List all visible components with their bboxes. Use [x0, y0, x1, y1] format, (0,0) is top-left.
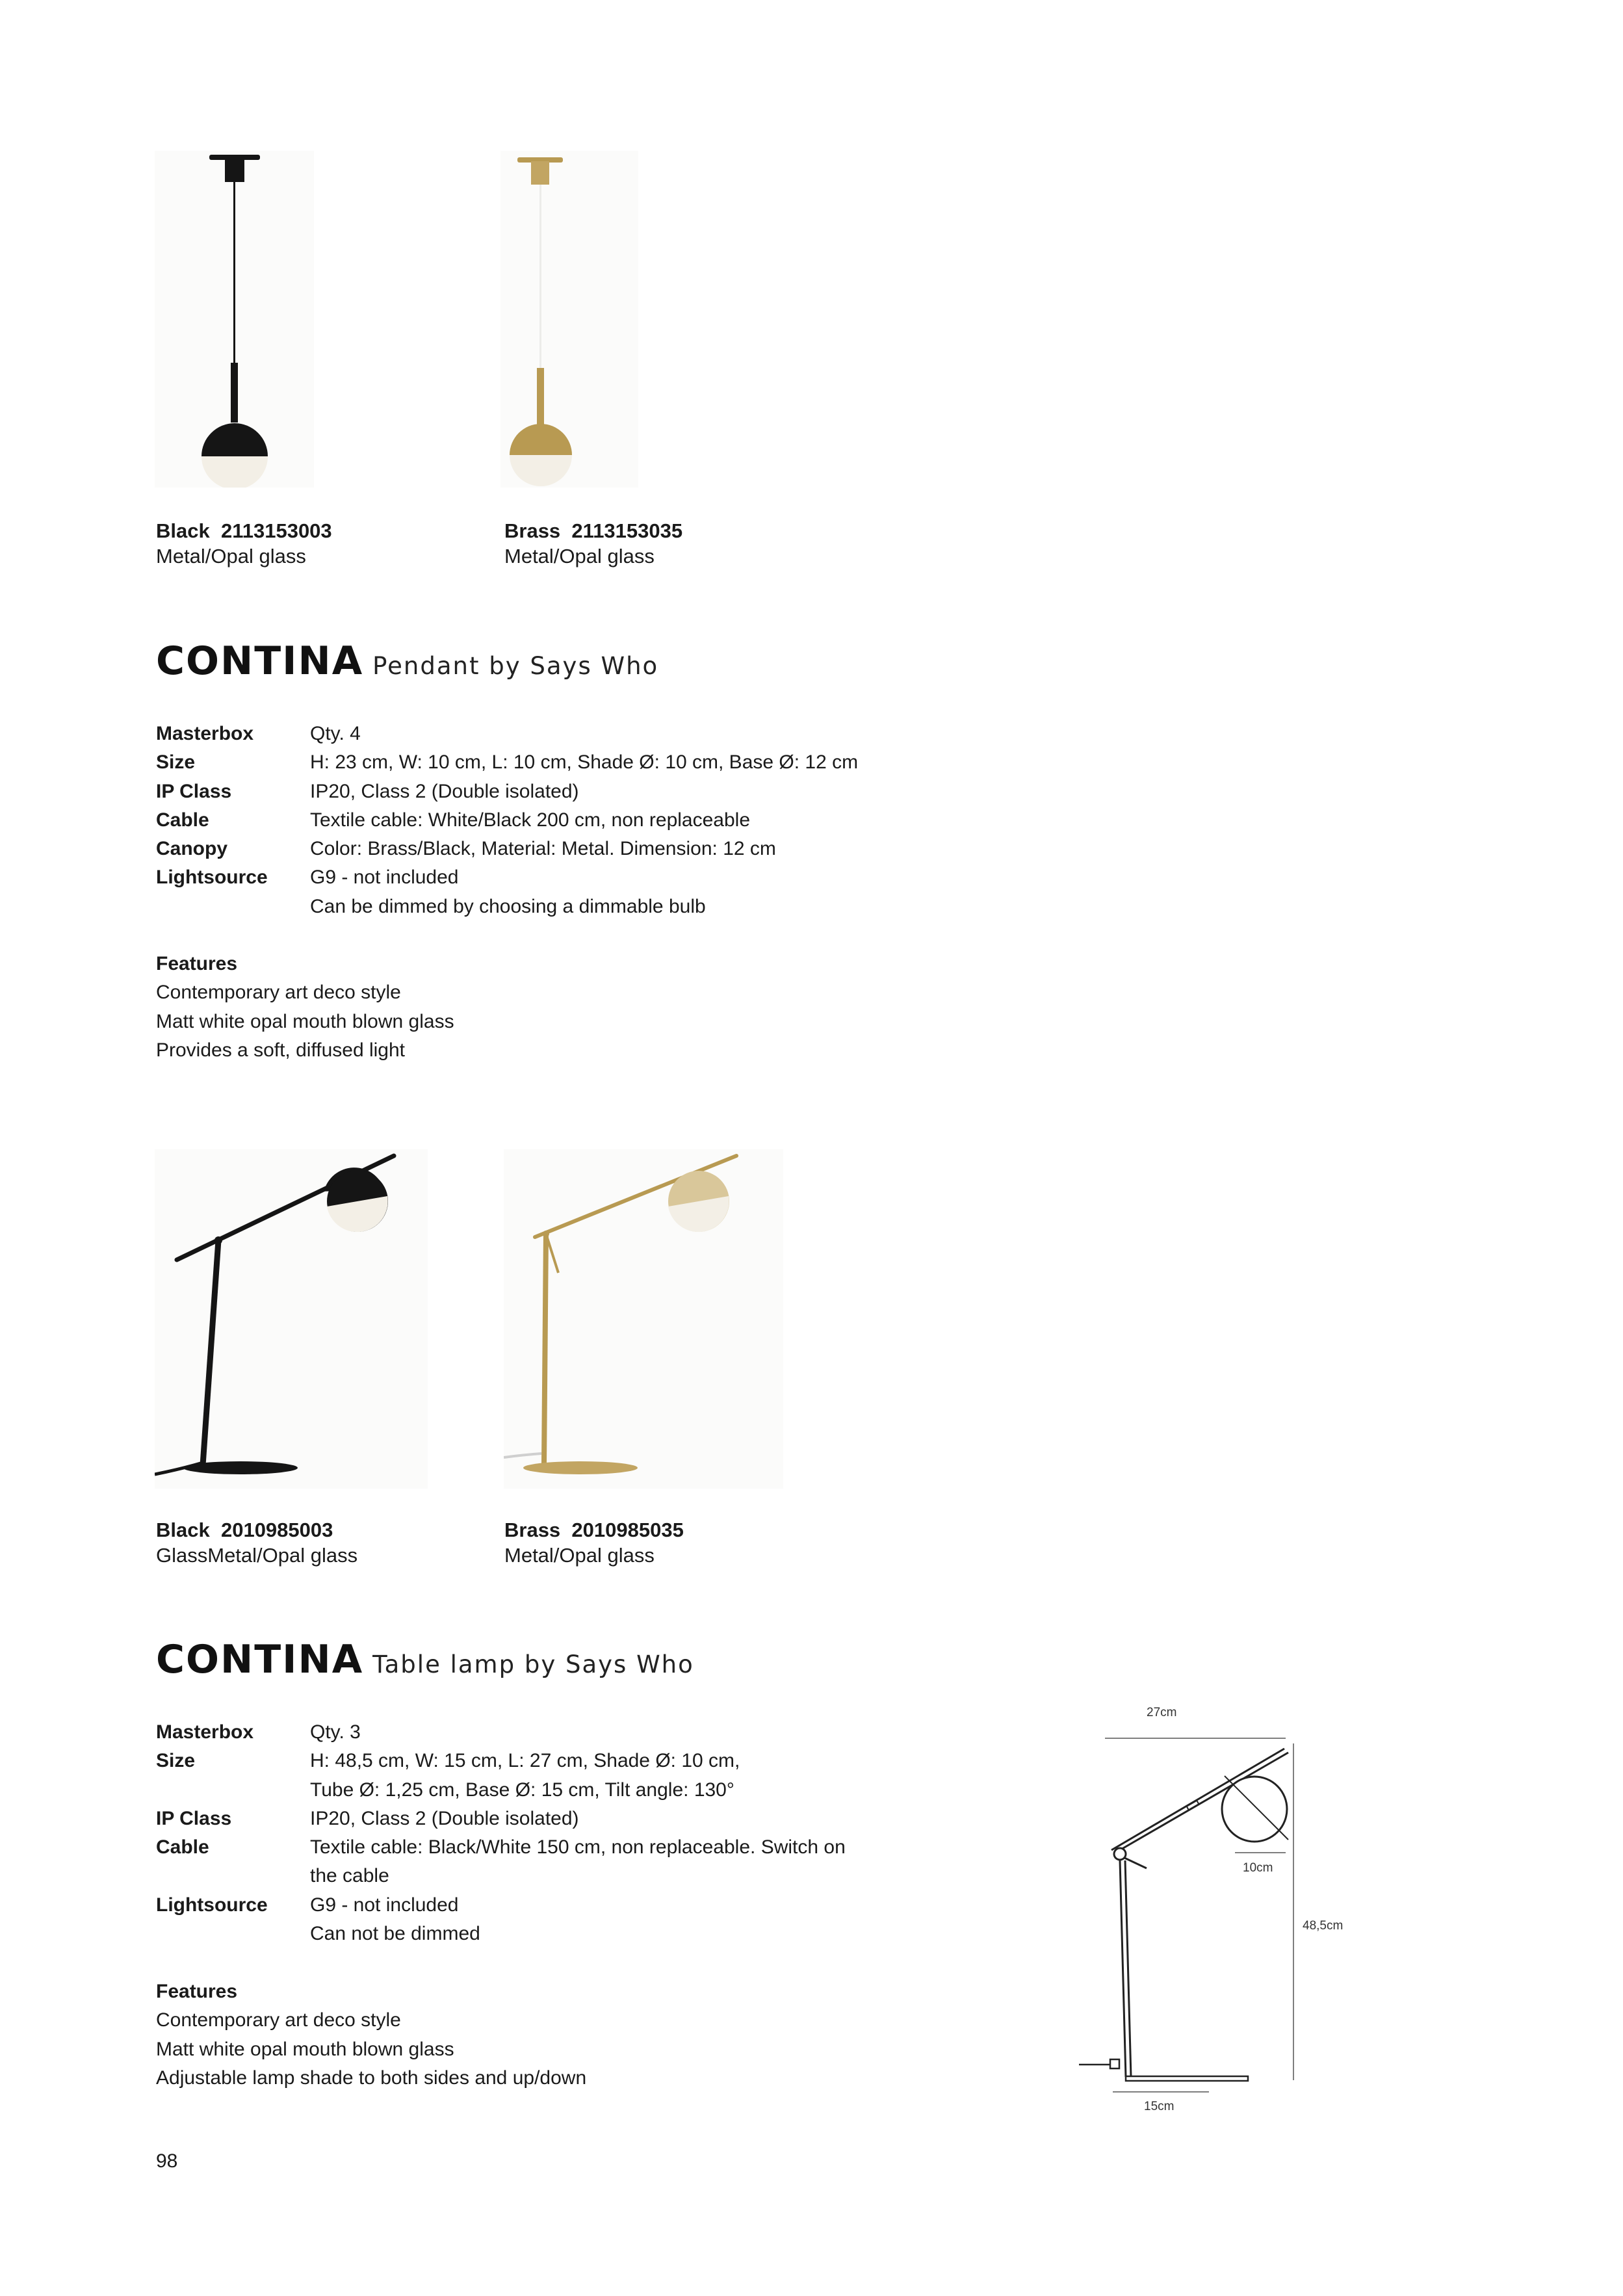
feature-item: Matt white opal mouth blown glass: [156, 1010, 454, 1032]
spec-row: [156, 1862, 846, 1890]
spec-row: [156, 1718, 846, 1747]
table-lamp-spec-table: [156, 1718, 846, 1948]
height-dimension-label: 48,5cm: [1303, 1919, 1344, 1933]
product-subtitle: Pendant by Says Who: [372, 652, 659, 680]
spec-row: [156, 748, 858, 777]
shade-dimension-label: 10cm: [1243, 1861, 1273, 1875]
spec-value: Textile cable: White/Black 200 cm, non replaceable: [310, 809, 751, 831]
spec-row: [156, 863, 858, 892]
spec-label: Size: [156, 751, 196, 774]
spec-value: IP20, Class 2 (Double isolated): [310, 1807, 579, 1829]
feature-item: Matt white opal mouth blown glass: [156, 2038, 454, 2060]
spec-row: [156, 777, 858, 806]
spec-label: Lightsource: [156, 1894, 268, 1916]
spec-value: Can not be dimmed: [310, 1923, 480, 1945]
spec-label: Size: [156, 1750, 196, 1772]
product-name: CONTINA: [156, 1637, 364, 1682]
feature-item: Provides a soft, diffused light: [156, 1039, 405, 1061]
spec-value: Color: Brass/Black, Material: Metal. Dimension: 12 cm: [310, 838, 776, 860]
table-lamp-variant-black: [156, 1517, 357, 1568]
table-lamp-black-photo: [155, 1149, 428, 1489]
spec-row: [156, 1747, 846, 1775]
pendant-spec-table: [156, 720, 858, 921]
spec-value: IP20, Class 2 (Double isolated): [310, 780, 579, 802]
variant-material: GlassMetal/Opal glass: [156, 1544, 358, 1567]
feature-item: Adjustable lamp shade to both sides and up/down: [156, 2067, 587, 2089]
spec-value: H: 23 cm, W: 10 cm, L: 10 cm, Shade Ø: 10 cm, Base Ø: 12 cm: [310, 751, 859, 774]
spec-value: G9 - not included: [310, 867, 459, 889]
spec-row: [156, 835, 858, 863]
variant-code: 2010985035: [571, 1519, 684, 1541]
spec-label: Lightsource: [156, 867, 268, 889]
spec-label: IP Class: [156, 1807, 232, 1829]
pendant-title: [156, 638, 658, 684]
spec-row: [156, 1805, 846, 1833]
spec-label: Cable: [156, 1836, 209, 1859]
variant-code: 2113153035: [571, 519, 683, 542]
feature-item: Contemporary art deco style: [156, 982, 401, 1004]
spec-row: [156, 893, 858, 921]
variant-material: Metal/Opal glass: [156, 545, 306, 567]
spec-label: Cable: [156, 809, 209, 831]
spec-row: [156, 1833, 846, 1862]
spec-row: [156, 1920, 846, 1948]
variant-color: Black: [156, 1519, 210, 1541]
page-number: 98: [156, 2150, 178, 2172]
spec-value: Qty. 3: [310, 1721, 361, 1743]
spec-value: H: 48,5 cm, W: 15 cm, L: 27 cm, Shade Ø: 10 cm,: [310, 1750, 740, 1772]
table-lamp-features: [156, 1977, 586, 2093]
pendant-variant-black: [156, 518, 332, 569]
dimension-diagram: [1066, 1703, 1365, 2113]
lamp-line-drawing: [1066, 1703, 1365, 2106]
table-lamp-brass-photo: [504, 1149, 783, 1489]
spec-label: IP Class: [156, 780, 232, 802]
pendant-brass-photo: [500, 151, 638, 488]
pendant-black-photo: [155, 151, 314, 488]
pendant-features: [156, 950, 454, 1065]
spec-label: Masterbox: [156, 723, 254, 744]
spec-row: [156, 806, 858, 835]
spec-value: Tube Ø: 1,25 cm, Base Ø: 15 cm, Tilt angle: 130°: [310, 1779, 734, 1801]
spec-value: Textile cable: Black/White 150 cm, non replaceable. Switch on: [310, 1836, 846, 1859]
base-dimension-label: 15cm: [1144, 2100, 1175, 2113]
features-heading: Features: [156, 953, 238, 974]
table-lamp-title: [156, 1637, 694, 1682]
pendant-variant-brass: [504, 518, 682, 569]
spec-value: G9 - not included: [310, 1894, 459, 1916]
spec-value: Can be dimmed by choosing a dimmable bulb: [310, 895, 706, 917]
variant-color: Brass: [504, 519, 561, 542]
variant-color: Black: [156, 519, 210, 542]
variant-color: Brass: [504, 1519, 561, 1541]
spec-label: Masterbox: [156, 1721, 254, 1743]
spec-row: [156, 1776, 846, 1805]
table-lamp-variant-brass: [504, 1517, 684, 1568]
spec-value: the cable: [310, 1865, 389, 1887]
product-subtitle: Table lamp by Says Who: [372, 1650, 694, 1678]
variant-material: Metal/Opal glass: [504, 545, 655, 567]
feature-item: Contemporary art deco style: [156, 2009, 401, 2031]
features-heading: Features: [156, 1981, 238, 2002]
product-name: CONTINA: [156, 638, 364, 684]
length-dimension-label: 27cm: [1147, 1706, 1177, 1719]
variant-code: 2010985003: [220, 1519, 333, 1541]
spec-row: [156, 720, 858, 748]
variant-material: Metal/Opal glass: [504, 1544, 655, 1567]
variant-code: 2113153003: [220, 519, 332, 542]
spec-label: Canopy: [156, 838, 228, 860]
spec-value: Qty. 4: [310, 723, 361, 744]
spec-row: [156, 1891, 846, 1920]
